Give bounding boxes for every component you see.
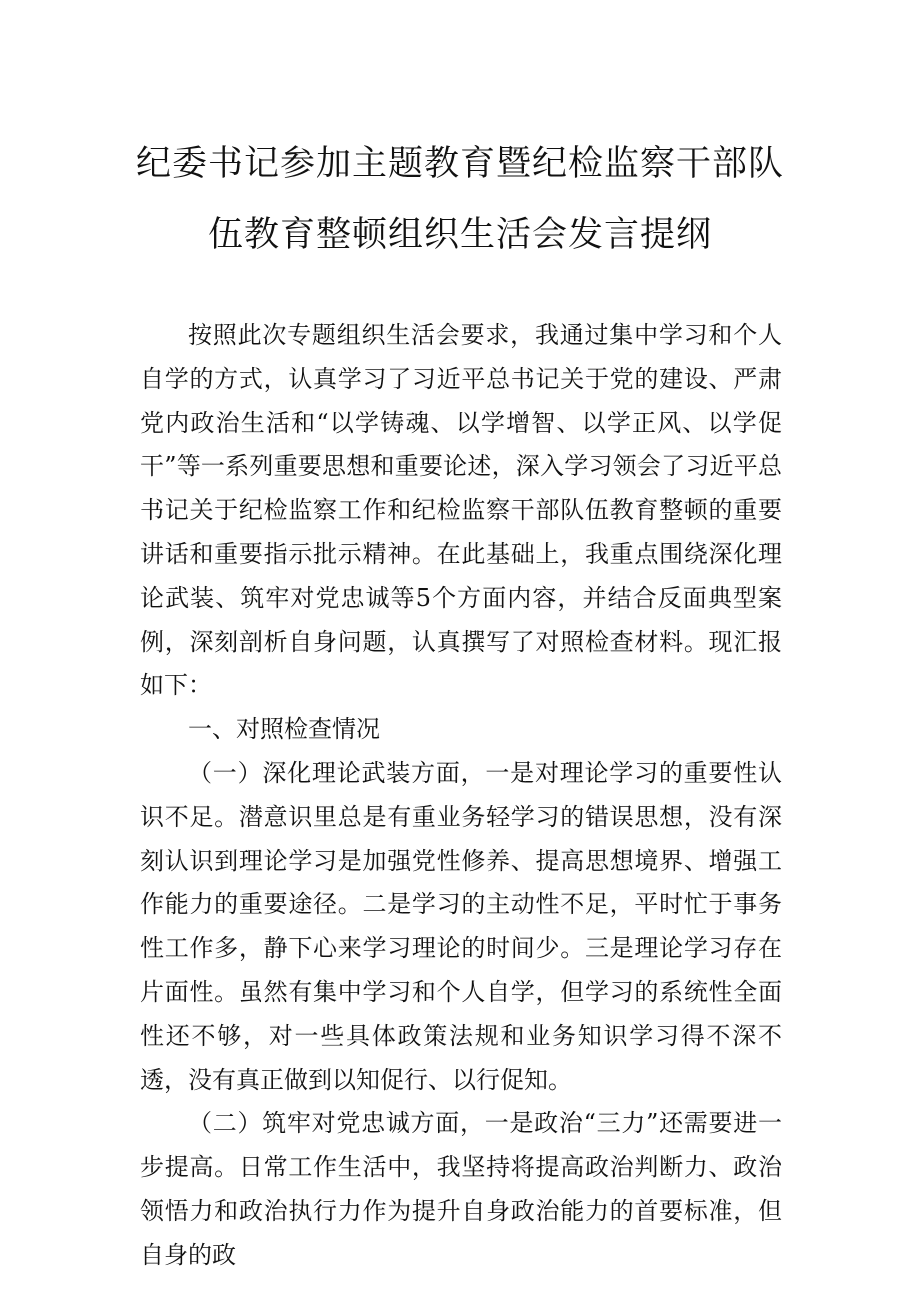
section-paragraph-loyalty: （二）筑牢对党忠诚方面，一是政治“三力”还需要进一步提高。日常工作生活中，我坚持将提高政治判断力、政治领悟力和政治执行力作为提升自身政治能力的首要标准，但自身的政 [140,1109,782,1269]
section-heading: 一、对照检查情况 [188,715,380,744]
document-title-line-2: 伍教育整顿组织生活会发言提纲 [207,215,712,255]
section-paragraph-theory: （一）深化理论武装方面，一是对理论学习的重要性认识不足。潜意识里总是有重业务轻学习的错误思想，没有深刻认识到理论学习是加强党性修养、提高思想境界、增强工作能力的重要途径。二是学习的主动性不足，平时忙于事务性工作多，静下心来学习理论的时间少。三是理论学习存在片面性。虽然有集中学习和个人自学，但学习的系统性全面性还不够，对一些具体政策法规和业务知识学习得不深不透，没有真正做到以知促行、以行促知。 [140,758,782,1094]
document-body [140,314,782,1278]
intro-paragraph: 按照此次专题组织生活会要求，我通过集中学习和个人自学的方式，认真学习了习近平总书记关于党的建设、严肃党内政治生活和“以学铸魂、以学增智、以学正风、以学促干”等一系列重要思想和重要论述，深入学习领会了习近平总书记关于纪检监察工作和纪检监察干部队伍教育整顿的重要讲话和重要指示批示精神。在此基础上，我重点围绕深化理论武装、筑牢对党忠诚等5个方面内容，并结合反面典型案例，深刻剖析自身问题，认真撰写了对照检查材料。现汇报如下： [140,321,782,700]
document-title-line-1: 纪委书记参加主题教育暨纪检监察干部队 [135,144,784,184]
